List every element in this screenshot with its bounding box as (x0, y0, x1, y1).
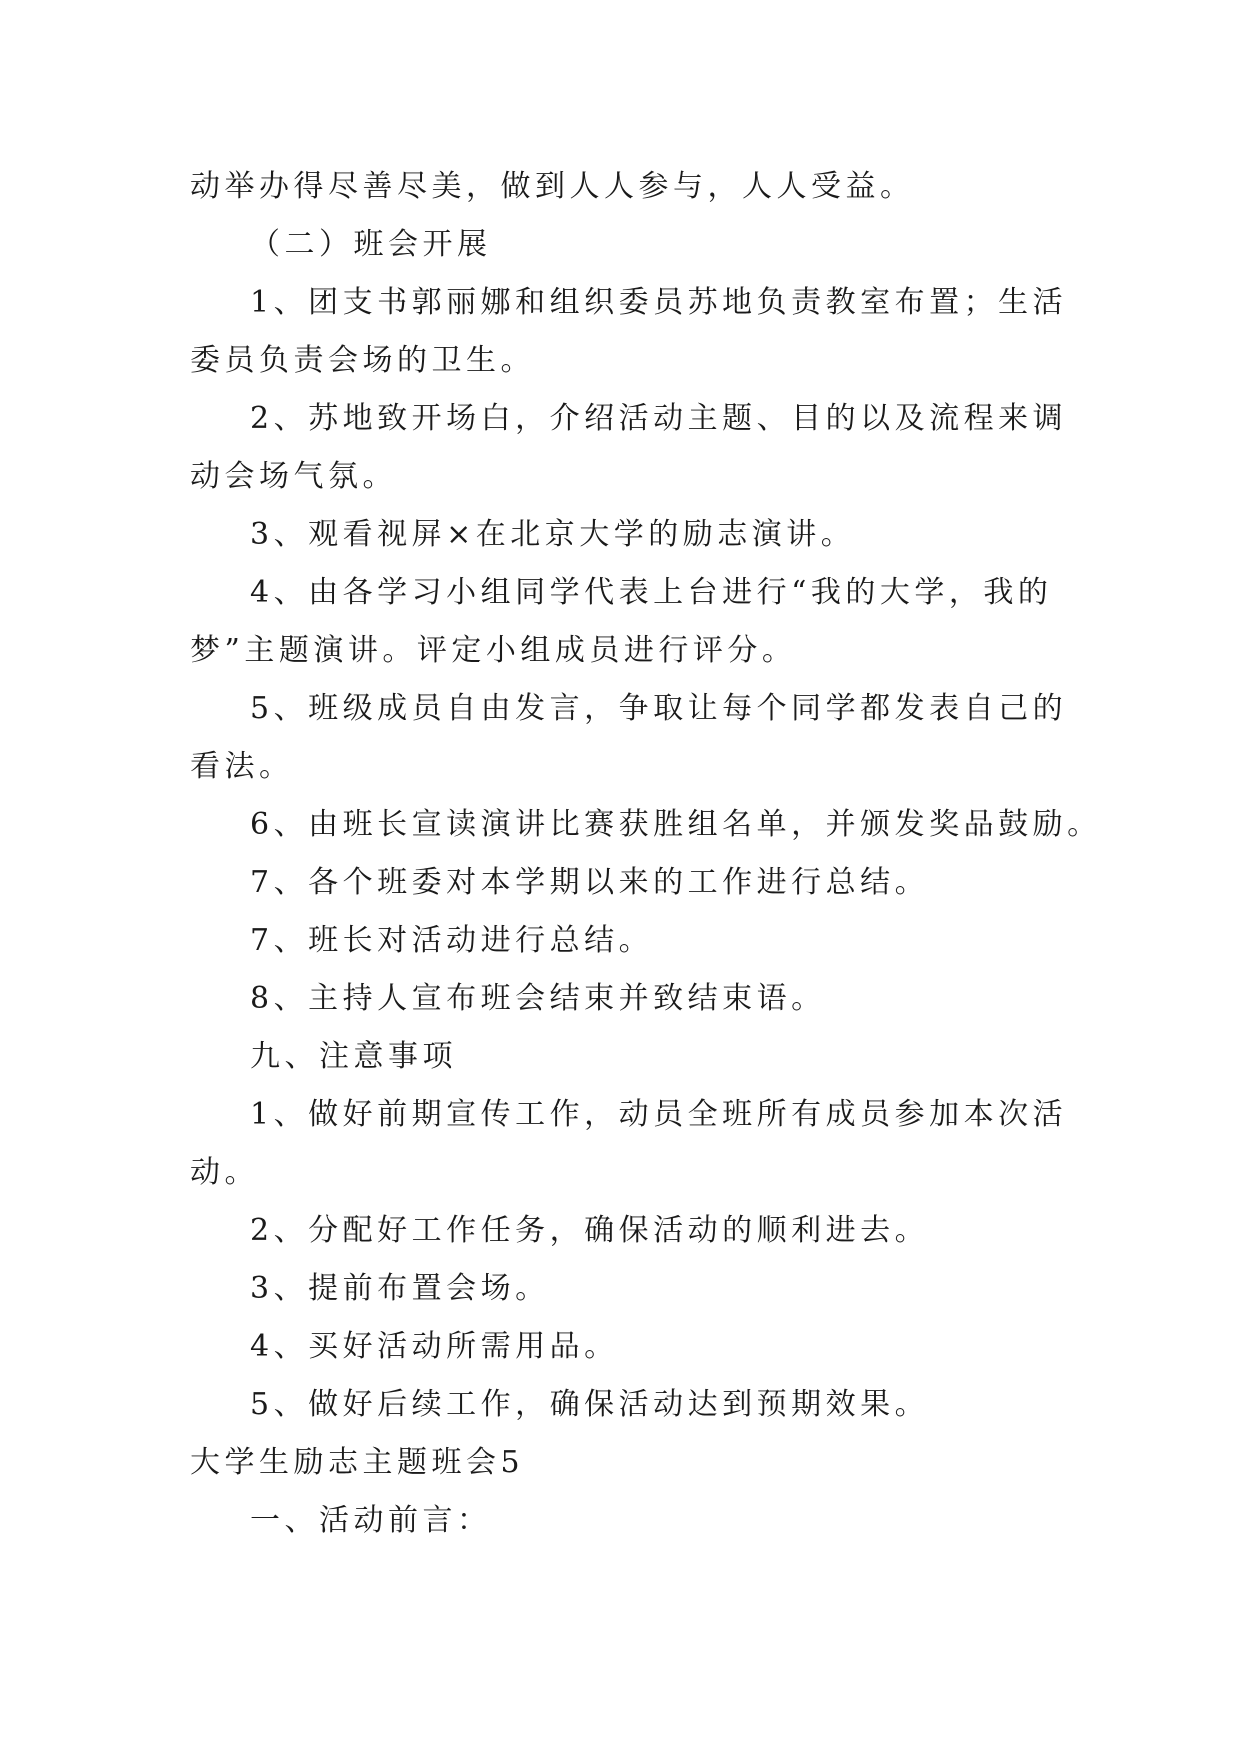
section-heading: 九、注意事项 (250, 1039, 457, 1074)
section-heading: （二）班会开展 (250, 227, 492, 262)
text-line: 5、做好后续工作，确保活动达到预期效果。 (250, 1387, 930, 1422)
text-line: 3、观看视屏×在北京大学的励志演讲。 (250, 517, 856, 552)
text-line: 3、提前布置会场。 (250, 1271, 550, 1306)
text-line: 6、由班长宣读演讲比赛获胜组名单，并颁发奖品鼓励。 (250, 807, 1102, 842)
text-line: 看法。 (190, 749, 294, 784)
text-line: 8、主持人宣布班会结束并致结束语。 (250, 981, 826, 1016)
text-line: 2、苏地致开场白，介绍活动主题、目的以及流程来调 (250, 401, 1068, 436)
text-line: 梦”主题演讲。评定小组成员进行评分。 (190, 633, 797, 668)
document-page (190, 158, 1102, 1550)
text-line: 2、分配好工作任务，确保活动的顺利进去。 (250, 1213, 930, 1248)
text-line: 7、各个班委对本学期以来的工作进行总结。 (250, 865, 930, 900)
text-line: 4、买好活动所需用品。 (250, 1329, 619, 1364)
text-line: 7、班长对活动进行总结。 (250, 923, 654, 958)
text-line: 动会场气氛。 (190, 459, 397, 494)
text-line: 1、做好前期宣传工作，动员全班所有成员参加本次活 (250, 1097, 1068, 1132)
text-line: 5、班级成员自由发言，争取让每个同学都发表自己的 (250, 691, 1068, 726)
text-line: 动举办得尽善尽美，做到人人参与，人人受益。 (190, 169, 915, 204)
document-title: 大学生励志主题班会5 (190, 1445, 525, 1480)
text-line: 委员负责会场的卫生。 (190, 343, 535, 378)
section-heading: 一、活动前言： (250, 1503, 492, 1538)
text-line: 动。 (190, 1155, 259, 1190)
text-line: 4、由各学习小组同学代表上台进行“我的大学，我的 (250, 575, 1053, 610)
text-line: 1、团支书郭丽娜和组织委员苏地负责教室布置；生活 (250, 285, 1068, 320)
